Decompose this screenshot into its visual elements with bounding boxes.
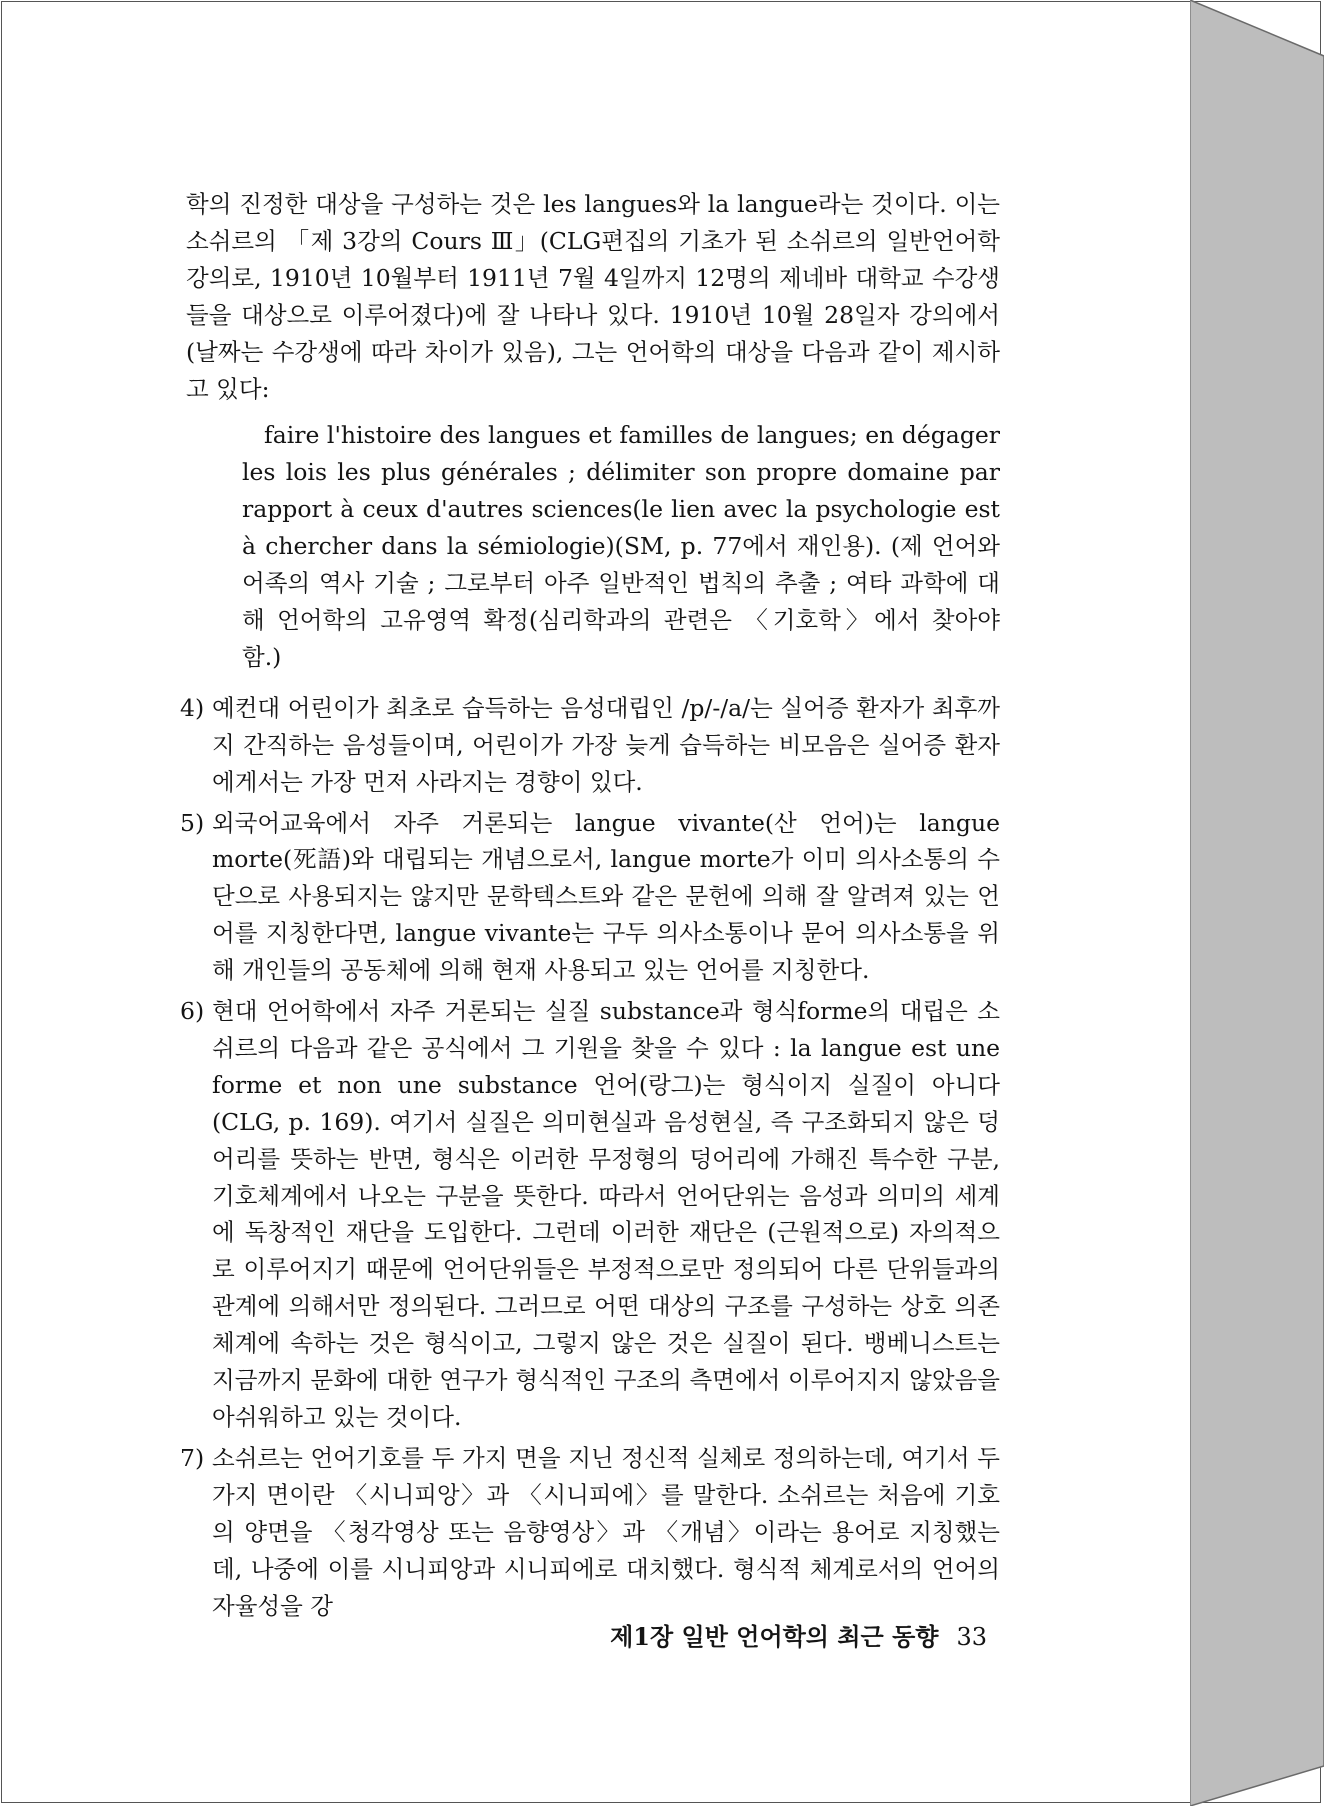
- footnote-number: 7): [180, 1443, 205, 1472]
- page-body: [180, 186, 1000, 1624]
- page-number: 33: [956, 1623, 987, 1651]
- footnote-text: 현대 언어학에서 자주 거론되는 실질 substance과 형식forme의 대립은 소쉬르의 다음과 같은 공식에서 그 기원을 찾을 수 있다 : la langue est une forme et non une substance 언어(랑그)는 형식이지 실질이 아니다(CLG, p. 169). 여기서 실질은 의미현실과 음성현실, 즉 구조화되지 않은 덩어리를 뜻하는 반면, 형식은 이러한 무정형의 덩어리에 가해진 특수한 구분, 기호체계에서 나오는 구분을 뜻한다. 따라서 언어단위는 음성과 의미의 세계에 독창적인 재단을 도입한다. 그런데 이러한 재단은 (근원적으로) 자의적으로 이루어지기 때문에 언어단위들은 부정적으로만 정의되어 다른 단위들과의 관계에 의해서만 정의된다. 그러므로 어떤 대상의 구조를 구성하는 상호 의존체계에 속하는 것은 형식이고, 그렇지 않은 것은 실질이 된다. 뱅베니스트는 지금까지 문화에 대한 연구가 형식적인 구조의 측면에서 이루어지지 않았음을 아쉬워하고 있는 것이다.: [212, 997, 1000, 1431]
- footnote-number: 5): [180, 808, 205, 837]
- block-quote: faire l'histoire des langues et familles de langues; en dégager les lois les plus générales ; délimiter son propre domaine par rapport à ceux d'autres sciences(le lien avec la psychologie est à chercher dans la sémiologie)(SM, p. 77에서 재인용). (제 언어와 어족의 역사 기술 ; 그로부터 아주 일반적인 법칙의 추출 ; 여타 과학에 대해 언어학의 고유영역 확정(심리학과의 관련은 〈기호학〉에서 찾아야 함.): [242, 421, 1000, 671]
- footnote-text: 예컨대 어린이가 최초로 습득하는 음성대립인 /p/-/a/는 실어증 환자가 최후까지 간직하는 음성들이며, 어린이가 가장 늦게 습득하는 비모음은 실어증 환자에게서는 가장 먼저 사라지는 경향이 있다.: [212, 693, 1000, 796]
- book-page-edge: [1190, 0, 1324, 1806]
- chapter-title: 제1장 일반 언어학의 최근 동향: [610, 1622, 939, 1651]
- footnote-4: [180, 690, 1000, 801]
- footnote-6: [180, 993, 1000, 1436]
- intro-paragraph: 학의 진정한 대상을 구성하는 것은 les langues와 la langue라는 것이다. 이는 소쉬르의 「제 3강의 Cours Ⅲ」(CLG편집의 기초가 된 소쉬르의 일반언어학 강의로, 1910년 10월부터 1911년 7월 4일까지 12명의 제네바 대학교 수강생들을 대상으로 이루어졌다)에 잘 나타나 있다. 1910년 10월 28일자 강의에서(날짜는 수강생에 따라 차이가 있음), 그는 언어학의 대상을 다음과 같이 제시하고 있다:: [186, 190, 1000, 403]
- footnote-5: [180, 805, 1000, 990]
- footnote-text: 외국어교육에서 자주 거론되는 langue vivante(산 언어)는 langue morte(死語)와 대립되는 개념으로서, langue morte가 이미 의사소통의 수단으로 사용되지는 않지만 문학텍스트와 같은 문헌에 의해 잘 알려져 있는 언어를 지칭한다면, langue vivante는 구두 의사소통이나 문어 의사소통을 위해 개인들의 공동체에 의해 현재 사용되고 있는 언어를 지칭한다.: [212, 808, 1000, 985]
- footnote-text: 소쉬르는 언어기호를 두 가지 면을 지닌 정신적 실체로 정의하는데, 여기서 두 가지 면이란 〈시니피앙〉과 〈시니피에〉를 말한다. 소쉬르는 처음에 기호의 양면을 〈청각영상 또는 음향영상〉과 〈개념〉이라는 용어로 지칭했는데, 나중에 이를 시니피앙과 시니피에로 대치했다. 형식적 체계로서의 언어의 자율성을 강: [212, 1443, 1000, 1620]
- footnote-7: [180, 1440, 1000, 1625]
- footnote-number: 4): [180, 693, 205, 722]
- running-footer: [557, 1617, 987, 1652]
- footnote-number: 6): [180, 997, 205, 1026]
